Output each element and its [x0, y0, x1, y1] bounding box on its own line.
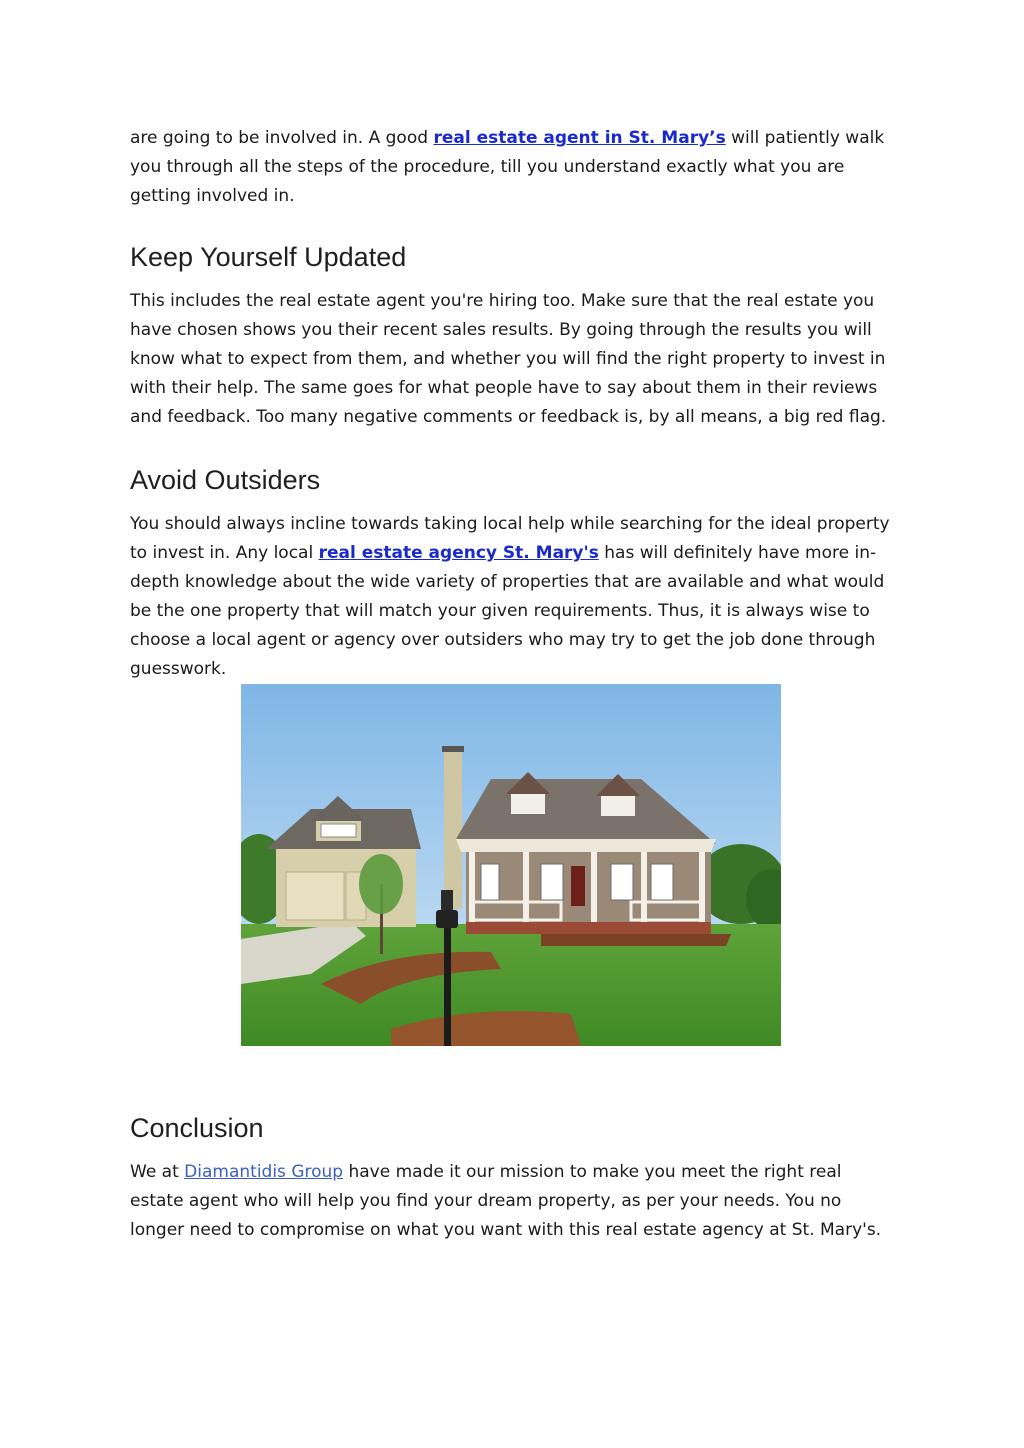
- paragraph-avoid-outsiders: [130, 510, 900, 684]
- link-real-estate-agency[interactable]: real estate agency St. Mary's: [318, 543, 599, 563]
- intro-paragraph: [130, 124, 900, 211]
- intro-text-end: will patiently walk you through all the steps of the procedure, till you understand exactly what you are getting involved in.: [130, 128, 885, 206]
- conclusion-text-start: We at: [130, 1162, 185, 1182]
- house-photo: [241, 684, 781, 1046]
- heading-avoid-outsiders: Avoid Outsiders: [130, 465, 321, 495]
- conclusion-text-end: have made it our mission to make you meet the right real estate agent who will help you find your dream property, as per your needs. You no longer need to compromise on what you want with this real estate agency at St. Mary's.: [130, 1162, 882, 1240]
- link-real-estate-agent[interactable]: real estate agent in St. Mary’s: [433, 128, 726, 148]
- intro-text-start: are going to be involved in. A good: [130, 128, 434, 148]
- link-diamantidis-group[interactable]: Diamantidis Group: [184, 1162, 344, 1182]
- paragraph-keep-yourself-updated: This includes the real estate agent you're hiring too. Make sure that the real estate you have chosen shows you their recent sales results. By going through the results you will know what to expect from them, and whether you will find the right property to invest in with their help. The same goes for what people have to say about them in their reviews and feedback. Too many negative comments or feedback is, by all means, a big red flag.: [130, 291, 887, 427]
- avoid-text-start: You should always incline towards taking local help while searching for the ideal property to invest in. Any local: [130, 514, 890, 563]
- heading-keep-yourself-updated: Keep Yourself Updated: [130, 242, 407, 272]
- heading-conclusion: Conclusion: [130, 1113, 264, 1143]
- avoid-text-end: has will definitely have more in-depth knowledge about the wide variety of properties that are available and what would be the one property that will match your given requirements. Thus, it is always wise to choose a local agent or agency over outsiders who may try to get the job done through guesswork.: [130, 543, 885, 679]
- paragraph-conclusion: [130, 1158, 900, 1245]
